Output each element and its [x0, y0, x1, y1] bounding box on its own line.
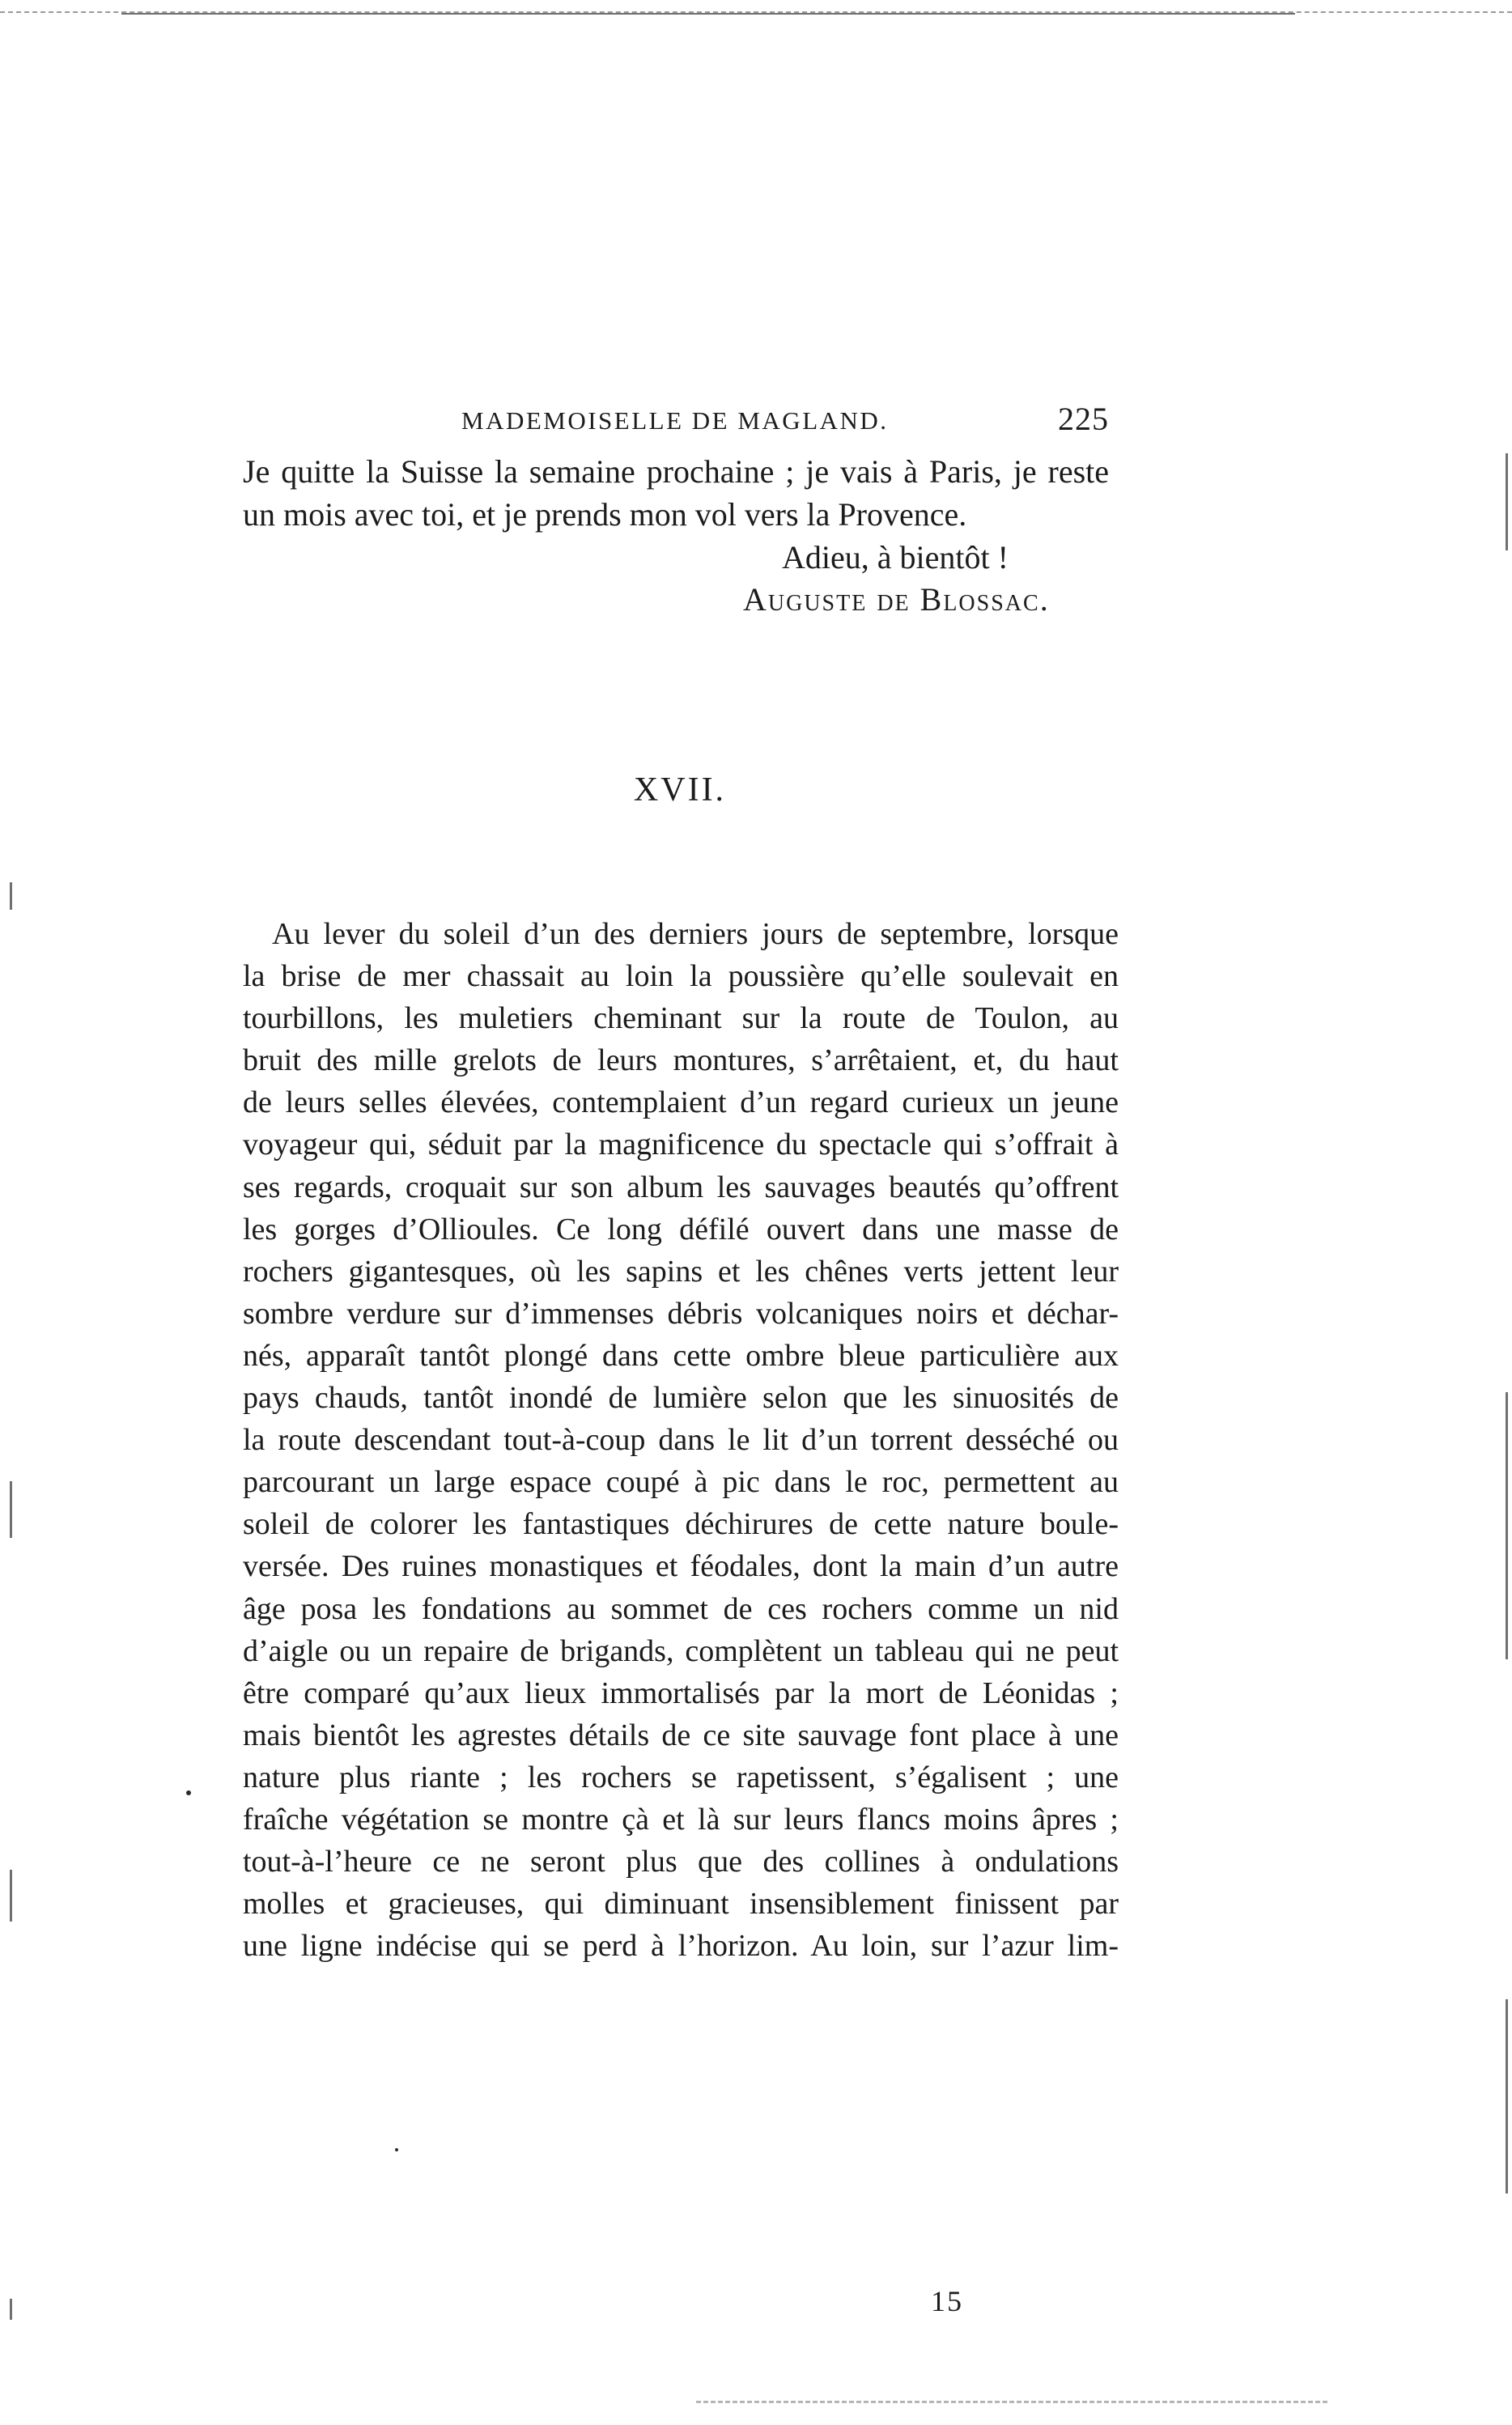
text-line: ses regards, croquait sur son album les sauvages beautés qu’offrent [243, 1170, 1119, 1204]
chapter-paragraph [243, 913, 1119, 1967]
top-scan-border [121, 13, 1295, 15]
letter-closing-paragraph [243, 450, 1109, 536]
chapter-number: XVII. [633, 771, 727, 809]
text-line: bruit des mille grelots de leurs montures, s’arrêtaient, et, du haut [243, 1043, 1119, 1078]
text-line: tourbillons, les muletiers cheminant sur la route de Toulon, au [243, 1001, 1119, 1036]
text-line: de leurs selles élevées, contemplaient d’un regard curieux un jeune [243, 1085, 1119, 1120]
text-line: fraîche végétation se montre çà et là sur leurs flancs moins âpres ; [243, 1802, 1119, 1837]
text-line: Je quitte la Suisse la semaine prochaine ; je vais à Paris, je reste [243, 453, 1109, 490]
text-line: être comparé qu’aux lieux immortalisés par la mort de Léonidas ; [243, 1675, 1119, 1710]
running-title: MADEMOISELLE DE MAGLAND. [461, 406, 889, 435]
left-edge-mark [10, 1870, 12, 1922]
printer-signature-mark: 15 [931, 2285, 963, 2317]
text-line: rochers gigantesques, où les sapins et les chênes verts jettent leur [243, 1254, 1119, 1289]
text-line: d’aigle ou un repaire de brigands, complètent un tableau qui ne peut [243, 1633, 1119, 1668]
text-line: la brise de mer chassait au loin la poussière qu’elle soulevait en [243, 959, 1119, 994]
text-line: voyageur qui, séduit par la magnificence du spectacle qui s’offrait à [243, 1128, 1119, 1162]
ink-speck [186, 1790, 191, 1795]
text-line: les gorges d’Ollioules. Ce long défilé ouvert dans une masse de [243, 1212, 1119, 1246]
bottom-scan-rule [696, 2401, 1327, 2403]
letter-signature: Auguste de Blossac. [743, 581, 1050, 618]
text-line: molles et gracieuses, qui diminuant insensiblement finissent par [243, 1887, 1119, 1922]
right-edge-mark [1506, 1999, 1508, 2194]
text-line: pays chauds, tantôt inondé de lumière selon que les sinuosités de [243, 1381, 1119, 1416]
text-line: soleil de colorer les fantastiques déchirures de cette nature boule- [243, 1507, 1119, 1542]
text-line: la route descendant tout-à-coup dans le lit d’un torrent desséché ou [243, 1423, 1119, 1458]
text-line: une ligne indécise qui se perd à l’horizon. Au loin, sur l’azur lim- [243, 1929, 1119, 1964]
running-head [243, 400, 1109, 448]
ink-speck [395, 2148, 398, 2151]
left-edge-mark [10, 882, 12, 910]
valediction: Adieu, à bientôt ! [782, 539, 1009, 575]
right-edge-mark [1506, 1392, 1508, 1659]
text-line: Au lever du soleil d’un des derniers jours de septembre, lorsque [272, 917, 1119, 951]
text-line: tout-à-l’heure ce ne seront plus que des collines à ondulations [243, 1845, 1119, 1879]
text-line: nature plus riante ; les rochers se rapetissent, s’égalisent ; une [243, 1760, 1119, 1794]
text-line: un mois avec toi, et je prends mon vol vers la Provence. [243, 496, 967, 533]
text-line: âge posa les fondations au sommet de ces rochers comme un nid [243, 1591, 1119, 1626]
right-edge-mark [1506, 453, 1508, 550]
text-line: nés, apparaît tantôt plongé dans cette ombre bleue particulière aux [243, 1338, 1119, 1373]
page-number: 225 [1058, 401, 1109, 437]
text-line: mais bientôt les agrestes détails de ce site sauvage font place à une [243, 1718, 1119, 1752]
text-line: versée. Des ruines monastiques et féodales, dont la main d’un autre [243, 1549, 1119, 1584]
text-line: sombre verdure sur d’immenses débris volcaniques noirs et déchar- [243, 1296, 1119, 1331]
left-edge-mark [10, 2299, 12, 2320]
text-line: parcourant un large espace coupé à pic dans le roc, permettent au [243, 1465, 1119, 1500]
left-edge-mark [10, 1481, 12, 1538]
